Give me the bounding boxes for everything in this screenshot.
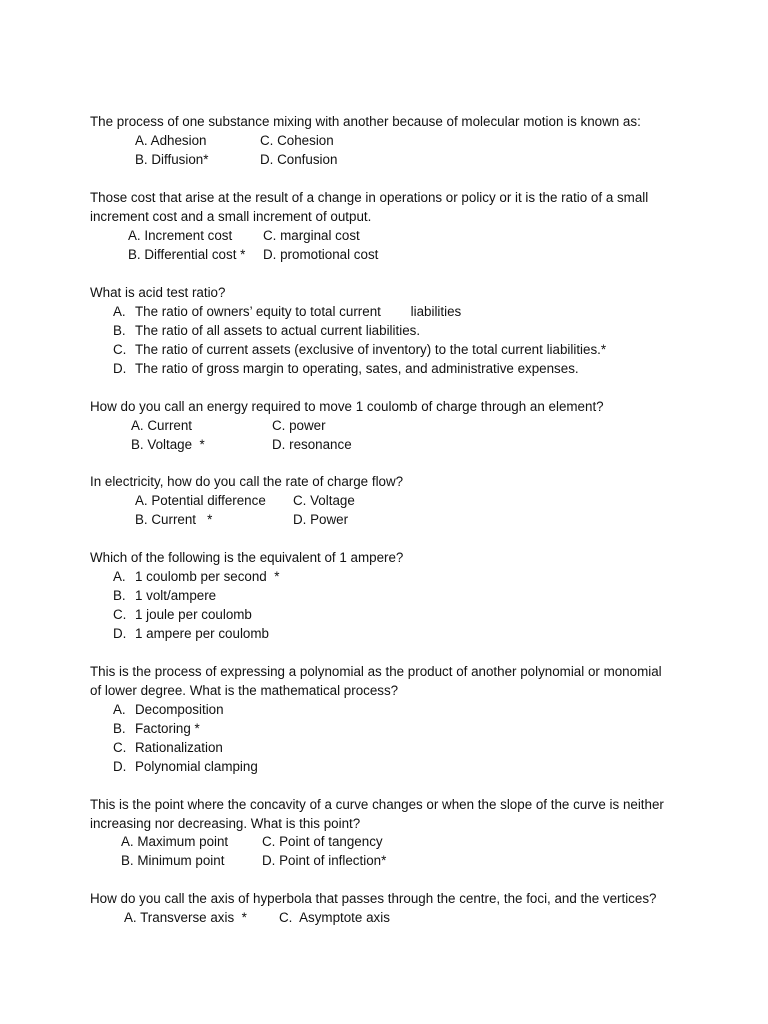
- question-7-option-c: Rationalization: [135, 740, 223, 755]
- question-2-choice-b: B. Differential cost *: [128, 247, 246, 262]
- question-9-choice-a: A. Transverse axis *: [124, 910, 247, 925]
- question-7-marker-b: B.: [113, 721, 126, 736]
- question-3-prompt: What is acid test ratio?: [90, 285, 226, 300]
- question-7-marker-c: C.: [113, 740, 127, 755]
- question-8-prompt-line-1: This is the point where the concavity of a curve changes or when the slope of the curve is neither: [90, 797, 664, 812]
- question-6-option-d: 1 ampere per coulomb: [135, 626, 269, 641]
- question-7-prompt-line-2: of lower degree. What is the mathematical process?: [90, 683, 399, 698]
- question-2-choice-d: D. promotional cost: [263, 247, 379, 262]
- question-8-choice-a: A. Maximum point: [121, 834, 229, 849]
- question-6-option-a: 1 coulomb per second *: [135, 569, 280, 584]
- question-1-choice-d: D. Confusion: [260, 152, 338, 167]
- question-5-choice-c: C. Voltage: [293, 493, 355, 508]
- question-9-prompt: How do you call the axis of hyperbola that passes through the centre, the foci, and the vertices?: [90, 891, 657, 906]
- question-3-option-c: The ratio of current assets (exclusive of inventory) to the total current liabilities.*: [135, 342, 607, 357]
- question-3-option-b: The ratio of all assets to actual current liabilities.: [135, 323, 421, 338]
- question-4-choice-b: B. Voltage *: [131, 437, 205, 452]
- question-8-choice-d: D. Point of inflection*: [262, 853, 387, 868]
- question-8-choice-c: C. Point of tangency: [262, 834, 383, 849]
- question-6-option-b: 1 volt/ampere: [135, 588, 217, 603]
- question-2-choice-c: C. marginal cost: [263, 228, 360, 243]
- question-4-prompt: How do you call an energy required to move 1 coulomb of charge through an element?: [90, 399, 604, 414]
- question-5-prompt: In electricity, how do you call the rate of charge flow?: [90, 474, 404, 489]
- question-2-choice-a: A. Increment cost: [128, 228, 233, 243]
- question-1-choice-c: C. Cohesion: [260, 133, 334, 148]
- question-5-choice-a: A. Potential difference: [135, 493, 266, 508]
- question-1-choice-b: B. Diffusion*: [135, 152, 209, 167]
- question-7-marker-d: D.: [113, 759, 127, 774]
- question-4-choice-a: A. Current: [131, 418, 193, 433]
- question-5-choice-d: D. Power: [293, 512, 349, 527]
- question-1-prompt: The process of one substance mixing with another because of molecular motion is known as:: [90, 114, 641, 129]
- question-7-option-b: Factoring *: [135, 721, 200, 736]
- question-5-choice-b: B. Current *: [135, 512, 213, 527]
- question-7-marker-a: A.: [113, 702, 126, 717]
- question-7-option-a: Decomposition: [135, 702, 224, 717]
- question-6-marker-b: B.: [113, 588, 126, 603]
- question-4-choice-d: D. resonance: [272, 437, 352, 452]
- question-3-marker-b: B.: [113, 323, 126, 338]
- question-6-option-c: 1 joule per coulomb: [135, 607, 252, 622]
- question-2-prompt-line-2: increment cost and a small increment of output.: [90, 209, 372, 224]
- question-3-marker-c: C.: [113, 342, 127, 357]
- question-6-marker-d: D.: [113, 626, 127, 641]
- question-3-option-a: The ratio of owners’ equity to total current liabilities: [135, 304, 462, 319]
- question-8-choice-b: B. Minimum point: [121, 853, 225, 868]
- question-3-marker-d: D.: [113, 361, 127, 376]
- question-7-prompt-line-1: This is the process of expressing a polynomial as the product of another polynomial or monomial: [90, 664, 662, 679]
- question-3-option-d: The ratio of gross margin to operating, sates, and administrative expenses.: [135, 361, 579, 376]
- question-7-option-d: Polynomial clamping: [135, 759, 258, 774]
- question-6-marker-a: A.: [113, 569, 126, 584]
- question-4-choice-c: C. power: [272, 418, 326, 433]
- question-6-prompt: Which of the following is the equivalent of 1 ampere?: [90, 550, 404, 565]
- question-8-prompt-line-2: increasing nor decreasing. What is this point?: [90, 816, 361, 831]
- question-2-prompt-line-1: Those cost that arise at the result of a change in operations or policy or it is the ratio of a small: [90, 190, 649, 205]
- question-9-choice-c: C. Asymptote axis: [279, 910, 390, 925]
- question-6-marker-c: C.: [113, 607, 127, 622]
- question-1-choice-a: A. Adhesion: [135, 133, 207, 148]
- question-3-marker-a: A.: [113, 304, 126, 319]
